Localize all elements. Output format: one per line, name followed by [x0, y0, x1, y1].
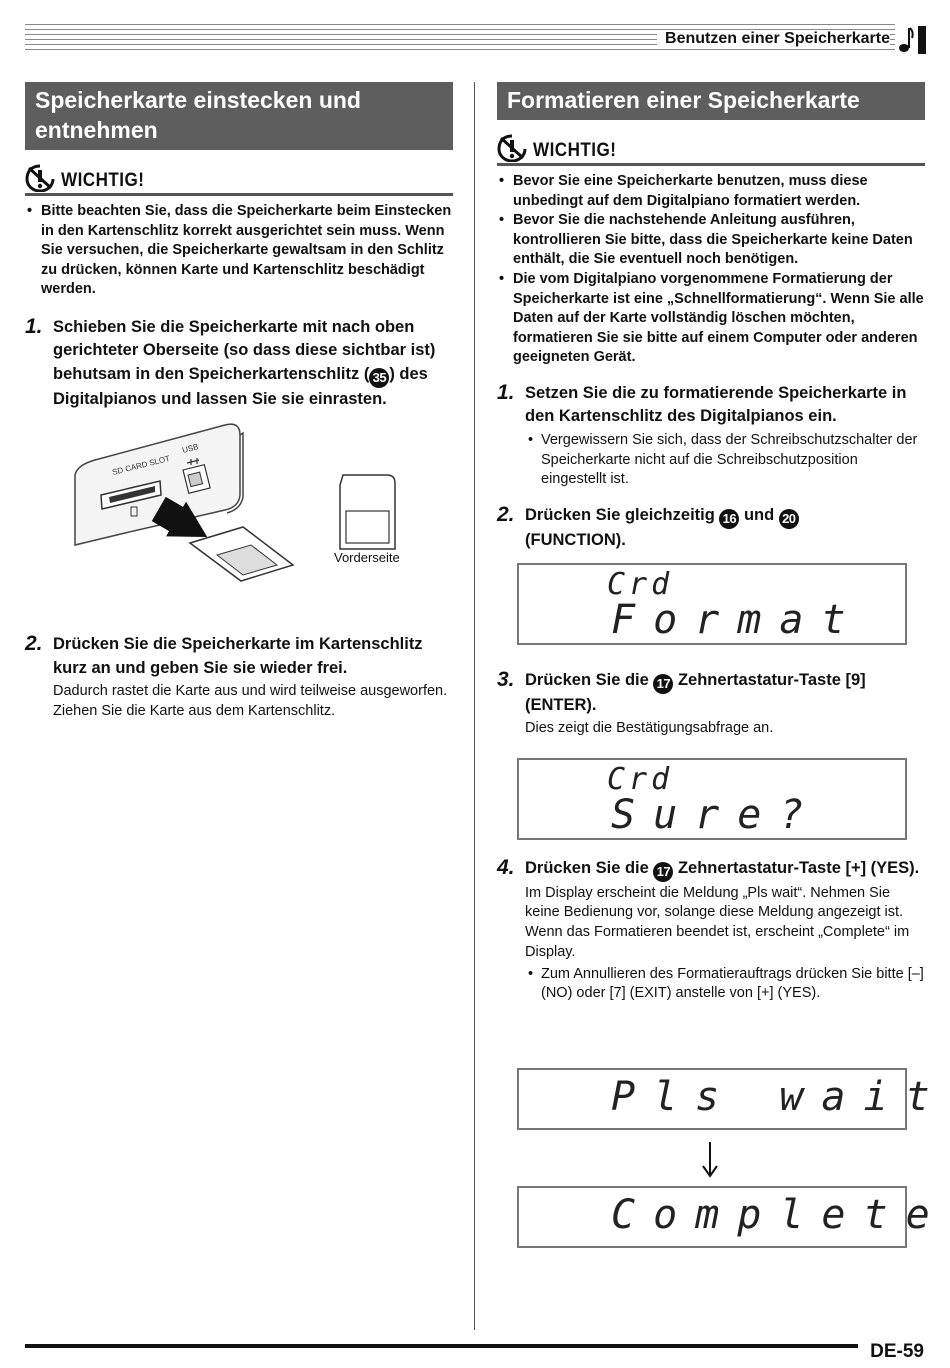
- step-number: 1.: [25, 314, 43, 338]
- lcd-display-pls-wait: [517, 1068, 948, 1130]
- step-number: 2.: [25, 632, 43, 656]
- list-item: • Bevor Sie die nachstehende Anleitung ausführen, kontrollieren Sie bitte, dass die Speicherkarte keine Daten enthält, die Sie eventuell noch benötigen.: [497, 211, 925, 270]
- step-text: Wenn das Formatieren beendet ist, erscheint „Complete“ im Display.: [525, 924, 910, 960]
- important-heading: [25, 164, 453, 196]
- step-text: Im Display erscheint die Meldung „Pls wait“. Nehmen Sie keine Bedienung vor, solange diese Meldung angezeigt ist.: [525, 884, 904, 921]
- ref-number-badge: 16: [719, 509, 739, 529]
- header-tab-marker: [918, 26, 926, 54]
- header-title: Benutzen einer Speicherkarte: [657, 30, 890, 48]
- step-title: Drücken Sie die Speicherkarte im Kartenschlitz kurz an und geben Sie sie wieder frei.: [53, 635, 423, 677]
- music-note-icon: [898, 24, 914, 54]
- list-item: • Die vom Digitalpiano vorgenommene Formatierung der Speicherkarte ist eine „Schnellformatierung“. Wenn Sie alle Daten auf der Karte vollständig löschen möchten, formatieren Sie sie bitte auf einem Computer oder anderen geeigneten Gerät.: [497, 270, 925, 368]
- left-column: [25, 82, 453, 722]
- step-number: 1.: [497, 380, 515, 404]
- page-number: DE-59: [870, 1341, 924, 1362]
- card-caption: Vorderseite: [334, 550, 400, 565]
- step-2: [497, 504, 925, 553]
- right-column: [497, 82, 925, 1004]
- important-label: WICHTIG!: [61, 170, 145, 191]
- usb-label: USB: [181, 442, 200, 455]
- step-note: • Zum Annullieren des Formatierauftrags drücken Sie bitte [–] (NO) oder [7] (EXIT) anstelle von [+] (YES).: [525, 965, 925, 1004]
- lcd-line-big: Complete: [611, 1192, 948, 1238]
- step-text: Dadurch rastet die Karte aus und wird teilweise ausgeworfen. Ziehen Sie die Karte aus dem Kartenschlitz.: [53, 683, 448, 720]
- lcd-display-sure: [517, 758, 907, 840]
- step-2: [25, 633, 453, 721]
- step-1: [497, 382, 925, 490]
- lcd-line-big: Format: [611, 597, 864, 643]
- lcd-line-small: Crd: [607, 762, 674, 797]
- step-number: 4.: [497, 855, 515, 879]
- footer-rule: [25, 1344, 858, 1348]
- ref-number-badge: 20: [779, 509, 799, 529]
- step-4: [497, 857, 925, 1004]
- important-heading: [497, 134, 925, 166]
- step-number: 2.: [497, 503, 515, 527]
- important-label: WICHTIG!: [533, 140, 617, 161]
- lcd-display-format: [517, 563, 907, 645]
- step-title: Drücken Sie die 17 Zehnertastatur-Taste [+] (YES).: [525, 857, 925, 882]
- step-text: Dies zeigt die Bestätigungsabfrage an.: [525, 720, 774, 737]
- lcd-display-complete: [517, 1186, 948, 1248]
- slot-label: SD CARD SLOT: [111, 453, 171, 477]
- list-item: • Bevor Sie eine Speicherkarte benutzen, muss diese unbedingt auf dem Digitalpiano formatiert werden.: [497, 172, 925, 211]
- step-1: [25, 316, 453, 412]
- step-3: [497, 669, 925, 739]
- step-title: Setzen Sie die zu formatierende Speicherkarte in den Kartenschlitz des Digitalpianos ein.: [525, 383, 907, 426]
- ref-number-badge: 35: [369, 368, 389, 388]
- warning-icon: [497, 134, 527, 162]
- ref-number-badge: 17: [653, 862, 673, 882]
- lcd-line-small: Crd: [607, 567, 674, 602]
- ref-number-badge: 17: [653, 674, 673, 694]
- section-heading-format: Formatieren einer Speicherkarte: [497, 82, 925, 120]
- step-number: 3.: [497, 667, 515, 691]
- important-list: [497, 172, 925, 368]
- column-divider: [474, 82, 475, 1330]
- important-list: [25, 202, 453, 300]
- sd-card-slot-illustration: [65, 415, 425, 585]
- step-note: • Vergewissern Sie sich, dass der Schreibschutzschalter der Speicherkarte nicht auf die Schreibschutzposition eingestellt ist.: [525, 431, 925, 490]
- section-heading-insert-remove: Speicherkarte einstecken und entnehmen: [25, 82, 453, 150]
- arrow-down-icon: [700, 1140, 720, 1180]
- warning-icon: [25, 164, 55, 192]
- list-item: • Bitte beachten Sie, dass die Speicherkarte beim Einstecken in den Kartenschlitz korrekt ausgerichtet sein muss. Wenn Sie versuchen, die Speicherkarte gewaltsam in den Schlitz zu drücken, können Karte und Kartenschlitz beschädigt werden.: [25, 202, 453, 300]
- step-title: Drücken Sie gleichzeitig 16 und 20 (FUNCTION).: [525, 504, 925, 553]
- lcd-line-big: Pls wait: [611, 1074, 948, 1120]
- step-title: Schieben Sie die Speicherkarte mit nach oben gerichteter Oberseite (so dass diese sichtbar ist) behutsam in den Speicherkartenschlitz ( 35 ) des Digitalpianos und lassen Sie sie einrasten.: [53, 317, 436, 408]
- step-title: Drücken Sie die 17 Zehnertastatur-Taste [9] (ENTER).: [525, 670, 866, 714]
- lcd-line-big: Sure?: [611, 792, 822, 838]
